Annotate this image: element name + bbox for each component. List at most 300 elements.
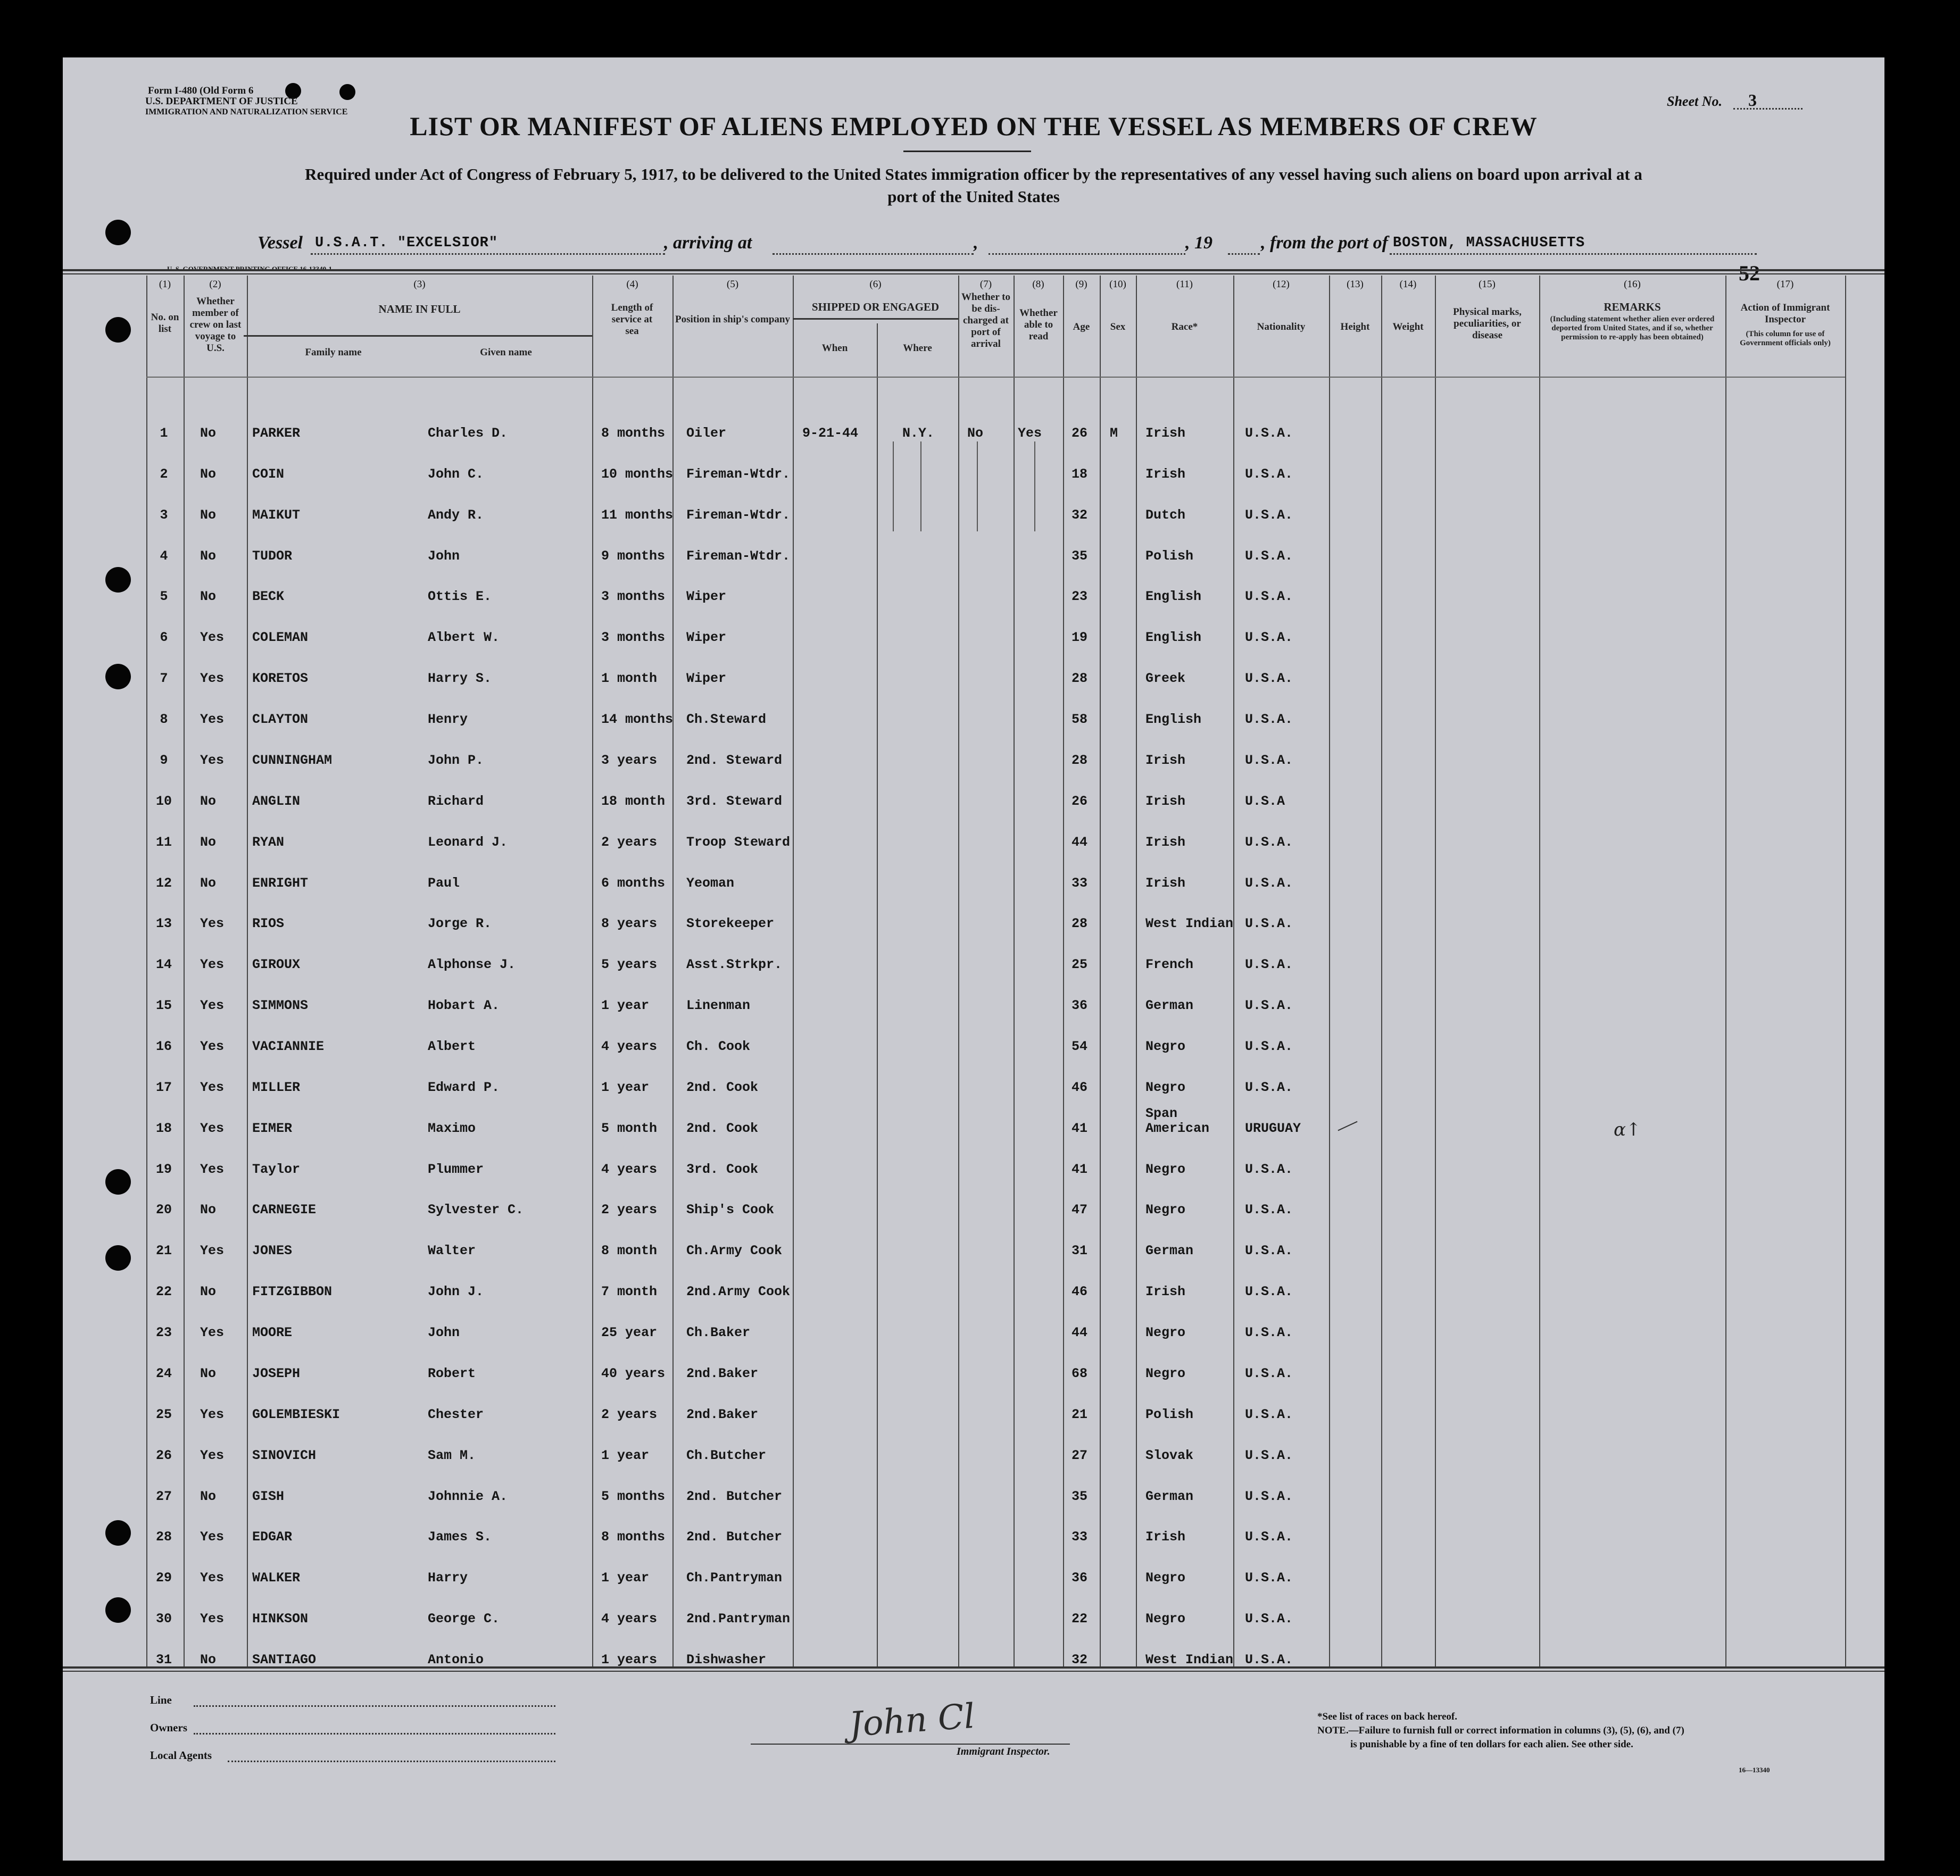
row-nationality: U.S.A. — [1245, 998, 1293, 1013]
row-last-voyage: Yes — [200, 1121, 225, 1136]
row-length-of-service: 4 years — [601, 1162, 658, 1177]
row-race: Negro — [1145, 1366, 1186, 1381]
row-position: 3rd. Cook — [686, 1162, 759, 1177]
row-last-voyage: Yes — [200, 1529, 225, 1545]
row-last-voyage: No — [200, 548, 217, 564]
row-race: Negro — [1145, 1162, 1186, 1177]
service-name: IMMIGRATION AND NATURALIZATION SERVICE — [145, 107, 348, 116]
row-age: 46 — [1072, 1080, 1088, 1095]
row-shipped-when: 9-21-44 — [802, 426, 859, 441]
row-position: Fireman-Wtdr. — [686, 548, 791, 564]
header-where: Where — [903, 343, 932, 354]
row-number: 25 — [155, 1407, 172, 1422]
row-last-voyage: Yes — [200, 1162, 225, 1177]
col-number: (15) — [1479, 279, 1496, 290]
row-race: Negro — [1145, 1202, 1186, 1218]
row-last-voyage: Yes — [200, 630, 225, 645]
row-number: 24 — [155, 1366, 172, 1381]
row-nationality: U.S.A. — [1245, 835, 1293, 850]
col-number: (17) — [1776, 279, 1794, 290]
row-family-name: SIMMONS — [252, 998, 309, 1013]
row-length-of-service: 1 year — [601, 1448, 650, 1463]
manifest-sheet — [63, 57, 1884, 1861]
row-race: American — [1145, 1121, 1210, 1136]
row-last-voyage: Yes — [200, 753, 225, 768]
row-age: 33 — [1072, 876, 1088, 891]
row-race: Irish — [1145, 426, 1186, 441]
row-position: 2nd.Baker — [686, 1407, 759, 1422]
subtitle-line1: Required under Act of Congress of February 5, 1917, to be delivered to the United States immigration officer by the representatives of any vessel having such aliens on board upon arrival at a — [305, 165, 1642, 184]
punch-hole — [105, 1597, 131, 1623]
row-number: 21 — [155, 1243, 172, 1258]
row-nationality: U.S.A. — [1245, 1366, 1293, 1381]
row-number: 7 — [160, 671, 168, 686]
row-position: 2nd.Baker — [686, 1366, 759, 1381]
row-race: English — [1145, 589, 1202, 604]
row-nationality: URUGUAY — [1245, 1121, 1301, 1136]
ditto-mark — [920, 441, 921, 531]
row-nationality: U.S.A. — [1245, 753, 1293, 768]
col-number: (6) — [869, 279, 882, 290]
row-number: 9 — [160, 753, 168, 768]
row-family-name: RYAN — [252, 835, 285, 850]
row-last-voyage: No — [200, 794, 217, 809]
row-nationality: U.S.A. — [1245, 426, 1293, 441]
row-given-name: Chester — [428, 1407, 484, 1422]
row-number: 10 — [155, 794, 172, 809]
penalty-note: NOTE.—Failure to furnish full or correct information in columns (3), (5), (6), and (7) — [1317, 1725, 1684, 1736]
row-last-voyage: Yes — [200, 957, 225, 972]
header-inspector-action: Action of Immigrant Inspector — [1740, 302, 1830, 325]
row-number: 29 — [155, 1570, 172, 1586]
row-number: 31 — [155, 1652, 172, 1667]
row-position: Yeoman — [686, 876, 735, 891]
row-position: 2nd.Pantryman — [686, 1611, 791, 1627]
row-position: 2nd. Cook — [686, 1121, 759, 1136]
row-given-name: Albert W. — [428, 630, 500, 645]
row-number: 26 — [155, 1448, 172, 1463]
row-race: Negro — [1145, 1325, 1186, 1340]
row-length-of-service: 7 month — [601, 1284, 658, 1299]
col-number: (8) — [1032, 279, 1044, 290]
row-number: 8 — [160, 712, 168, 727]
row-family-name: RIOS — [252, 916, 285, 931]
ditto-mark — [1034, 441, 1035, 531]
row-given-name: Charles D. — [428, 426, 508, 441]
port-of-departure: BOSTON, MASSACHUSETTS — [1393, 235, 1585, 251]
row-length-of-service: 40 years — [601, 1366, 666, 1381]
row-length-of-service: 5 months — [601, 1489, 666, 1504]
row-family-name: WALKER — [252, 1570, 301, 1586]
row-able-to-read: Yes — [1018, 426, 1042, 441]
col-number: (12) — [1273, 279, 1290, 290]
row-given-name: Edward P. — [428, 1080, 500, 1095]
row-race: Negro — [1145, 1080, 1186, 1095]
row-given-name: Sylvester C. — [428, 1202, 524, 1218]
header-weight: Weight — [1392, 321, 1424, 332]
form-code: 16—13340 — [1739, 1766, 1770, 1774]
row-family-name: EIMER — [252, 1121, 293, 1136]
row-family-name: TUDOR — [252, 548, 293, 564]
row-position: Oiler — [686, 426, 727, 441]
row-age: 41 — [1072, 1162, 1088, 1177]
pen-mark — [1338, 1121, 1357, 1131]
row-given-name: John J. — [428, 1284, 484, 1299]
row-position: 2nd. Steward — [686, 753, 783, 768]
row-last-voyage: No — [200, 1489, 217, 1504]
header-remarks-note: (Including statement whether alien ever ordered deported from United States, and if so, whether permission to re-apply has been obtained) — [1550, 315, 1715, 341]
row-race: Slovak — [1145, 1448, 1194, 1463]
row-age: 22 — [1072, 1611, 1088, 1627]
row-family-name: KORETOS — [252, 671, 309, 686]
row-number: 1 — [160, 426, 168, 441]
row-given-name: Ottis E. — [428, 589, 492, 604]
row-age: 28 — [1072, 753, 1088, 768]
arriving-label: , arriving at — [664, 233, 752, 253]
row-last-voyage: No — [200, 466, 217, 482]
page-title: LIST OR MANIFEST OF ALIENS EMPLOYED ON THE VESSEL AS MEMBERS OF CREW — [410, 111, 1538, 141]
form-number: Form I-480 (Old Form 6 — [148, 85, 254, 96]
row-nationality: U.S.A — [1245, 794, 1285, 809]
row-family-name: ENRIGHT — [252, 876, 309, 891]
row-age: 18 — [1072, 466, 1088, 482]
row-age: 26 — [1072, 794, 1088, 809]
row-given-name: Walter — [428, 1243, 476, 1258]
row-position: 2nd. Butcher — [686, 1489, 783, 1504]
row-nationality: U.S.A. — [1245, 1039, 1293, 1054]
row-age: 28 — [1072, 916, 1088, 931]
row-number: 19 — [155, 1162, 172, 1177]
row-length-of-service: 8 month — [601, 1243, 658, 1258]
col-number: (3) — [413, 279, 426, 290]
row-race: Negro — [1145, 1039, 1186, 1054]
row-number: 27 — [155, 1489, 172, 1504]
header-family-name: Family name — [305, 347, 362, 358]
row-length-of-service: 25 year — [601, 1325, 658, 1340]
row-last-voyage: Yes — [200, 1407, 225, 1422]
row-position: Ch. Cook — [686, 1039, 751, 1054]
from-port-label: , from the port of — [1261, 233, 1388, 253]
row-length-of-service: 1 month — [601, 671, 658, 686]
col-number: (1) — [159, 279, 171, 290]
row-length-of-service: 3 months — [601, 589, 666, 604]
row-position: Ch.Pantryman — [686, 1570, 783, 1586]
row-family-name: GISH — [252, 1489, 285, 1504]
row-nationality: U.S.A. — [1245, 876, 1293, 891]
row-family-name: MOORE — [252, 1325, 293, 1340]
header-discharged: Whether to be dis-charged at port of arrival — [961, 291, 1010, 349]
row-nationality: U.S.A. — [1245, 916, 1293, 931]
row-family-name: BECK — [252, 589, 285, 604]
row-given-name: Andy R. — [428, 507, 484, 523]
row-length-of-service: 5 month — [601, 1121, 658, 1136]
row-given-name: Richard — [428, 794, 484, 809]
row-last-voyage: Yes — [200, 1570, 225, 1586]
col-number: (9) — [1075, 279, 1087, 290]
row-length-of-service: 3 months — [601, 630, 666, 645]
row-race: Irish — [1145, 753, 1186, 768]
row-family-name: HINKSON — [252, 1611, 309, 1627]
row-position: Ch.Butcher — [686, 1448, 767, 1463]
row-number: 14 — [155, 957, 172, 972]
row-age: 21 — [1072, 1407, 1088, 1422]
header-height: Height — [1340, 321, 1370, 332]
row-number: 6 — [160, 630, 168, 645]
row-length-of-service: 2 years — [601, 1407, 658, 1422]
row-number: 11 — [155, 835, 172, 850]
header-length-of-service: Length of service at sea — [611, 302, 653, 337]
row-age: 27 — [1072, 1448, 1088, 1463]
row-last-voyage: Yes — [200, 1448, 225, 1463]
row-family-name: CUNNINGHAM — [252, 753, 333, 768]
header-position: Position in ship's company — [675, 314, 790, 325]
row-race: Irish — [1145, 835, 1186, 850]
vessel-label: Vessel — [258, 233, 303, 253]
row-last-voyage: No — [200, 835, 217, 850]
row-given-name: Paul — [428, 876, 460, 891]
col-number: (14) — [1399, 279, 1417, 290]
row-last-voyage: Yes — [200, 1039, 225, 1054]
row-nationality: U.S.A. — [1245, 1652, 1293, 1667]
row-nationality: U.S.A. — [1245, 1162, 1293, 1177]
row-length-of-service: 8 months — [601, 1529, 666, 1545]
row-length-of-service: 3 years — [601, 753, 658, 768]
row-position: Ch.Army Cook — [686, 1243, 783, 1258]
row-race: Irish — [1145, 794, 1186, 809]
row-position: Ch.Baker — [686, 1325, 751, 1340]
row-age: 32 — [1072, 507, 1088, 523]
row-age: 28 — [1072, 671, 1088, 686]
col-number: (16) — [1624, 279, 1641, 290]
header-nationality: Nationality — [1257, 321, 1306, 332]
row-race: Irish — [1145, 1529, 1186, 1545]
row-length-of-service: 1 year — [601, 1080, 650, 1095]
row-last-voyage: No — [200, 1652, 217, 1667]
header-when: When — [821, 343, 848, 354]
row-number: 16 — [155, 1039, 172, 1054]
row-position: Troop Steward — [686, 835, 791, 850]
row-last-voyage: No — [200, 426, 217, 441]
inspector-label: Immigrant Inspector. — [957, 1746, 1050, 1757]
header-given-name: Given name — [480, 347, 532, 358]
punch-hole — [105, 567, 131, 593]
row-race: Negro — [1145, 1611, 1186, 1627]
row-family-name: CLAYTON — [252, 712, 309, 727]
row-age: 54 — [1072, 1039, 1088, 1054]
department: U.S. DEPARTMENT OF JUSTICE — [145, 96, 298, 107]
header-action-note: (This column for use of Government officials only) — [1740, 330, 1831, 347]
row-length-of-service: 10 months — [601, 466, 674, 482]
races-note: *See list of races on back hereof. — [1317, 1711, 1457, 1722]
row-family-name: CARNEGIE — [252, 1202, 317, 1218]
row-race: French — [1145, 957, 1194, 972]
penalty-note-cont: is punishable by a fine of ten dollars for each alien. See other side. — [1350, 1739, 1633, 1750]
row-age: 44 — [1072, 1325, 1088, 1340]
row-given-name: John — [428, 548, 460, 564]
row-given-name: Sam M. — [428, 1448, 476, 1463]
row-race: West Indian — [1145, 1652, 1234, 1667]
row-family-name: EDGAR — [252, 1529, 293, 1545]
row-length-of-service: 4 years — [601, 1611, 658, 1627]
row-age: 68 — [1072, 1366, 1088, 1381]
row-last-voyage: No — [200, 1366, 217, 1381]
row-family-name: GOLEMBIESKI — [252, 1407, 340, 1422]
row-position: Ship's Cook — [686, 1202, 775, 1218]
owners-label: Owners — [150, 1721, 187, 1734]
row-nationality: U.S.A. — [1245, 630, 1293, 645]
row-given-name: Leonard J. — [428, 835, 508, 850]
row-family-name: FITZGIBBON — [252, 1284, 333, 1299]
row-nationality: U.S.A. — [1245, 1570, 1293, 1586]
row-number: 17 — [155, 1080, 172, 1095]
punch-hole — [339, 84, 355, 100]
header-shipped-or-engaged: SHIPPED OR ENGAGED — [811, 301, 940, 313]
row-last-voyage: No — [200, 589, 217, 604]
sheet-label: Sheet No. — [1667, 94, 1722, 109]
line-label: Line — [150, 1694, 172, 1706]
subtitle-line2: port of the United States — [887, 187, 1060, 206]
row-length-of-service: 9 months — [601, 548, 666, 564]
date-comma: , — [974, 233, 978, 253]
row-race: English — [1145, 630, 1202, 645]
row-race: English — [1145, 712, 1202, 727]
row-length-of-service: 5 years — [601, 957, 658, 972]
row-age: 26 — [1072, 426, 1088, 441]
row-length-of-service: 6 months — [601, 876, 666, 891]
row-race: German — [1145, 1243, 1194, 1258]
row-last-voyage: Yes — [200, 671, 225, 686]
row-number: 15 — [155, 998, 172, 1013]
row-position: Ch.Steward — [686, 712, 767, 727]
row-given-name: John C. — [428, 466, 484, 482]
row-age: 44 — [1072, 835, 1088, 850]
row-family-name: MAIKUT — [252, 507, 301, 523]
row-last-voyage: Yes — [200, 1080, 225, 1095]
row-position: Dishwasher — [686, 1652, 767, 1667]
row-length-of-service: 11 months — [601, 507, 674, 523]
row-family-name: COLEMAN — [252, 630, 309, 645]
row-age: 47 — [1072, 1202, 1088, 1218]
row-nationality: U.S.A. — [1245, 466, 1293, 482]
row-given-name: Maximo — [428, 1121, 476, 1136]
vessel-name: U.S.A.T. "EXCELSIOR" — [315, 235, 499, 251]
row-family-name: Taylor — [252, 1162, 301, 1177]
row-last-voyage: No — [200, 1284, 217, 1299]
row-length-of-service: 8 years — [601, 916, 658, 931]
row-last-voyage: Yes — [200, 916, 225, 931]
row-age: 36 — [1072, 1570, 1088, 1586]
sheet-number: 3 — [1748, 90, 1757, 110]
row-shipped-where: N.Y. — [902, 426, 935, 441]
row-last-voyage: Yes — [200, 1611, 225, 1627]
header-race: Race* — [1171, 321, 1198, 332]
row-position: Fireman-Wtdr. — [686, 507, 791, 523]
row-age: 46 — [1072, 1284, 1088, 1299]
row-age: 32 — [1072, 1652, 1088, 1667]
row-race: Dutch — [1145, 507, 1186, 523]
row-last-voyage: No — [200, 876, 217, 891]
row-given-name: Antonio — [428, 1652, 484, 1667]
row-number: 4 — [160, 548, 168, 564]
row-family-name: JOSEPH — [252, 1366, 301, 1381]
row-position: Fireman-Wtdr. — [686, 466, 791, 482]
row-nationality: U.S.A. — [1245, 712, 1293, 727]
punch-hole — [105, 1520, 131, 1546]
col-number: (4) — [626, 279, 638, 290]
row-nationality: U.S.A. — [1245, 1611, 1293, 1627]
row-given-name: Johnnie A. — [428, 1489, 508, 1504]
row-sex: M — [1110, 426, 1118, 441]
row-number: 5 — [160, 589, 168, 604]
row-length-of-service: 1 year — [601, 1570, 650, 1586]
row-nationality: U.S.A. — [1245, 1080, 1293, 1095]
punch-hole — [105, 1169, 131, 1195]
row-given-name: Albert — [428, 1039, 476, 1054]
row-nationality: U.S.A. — [1245, 1489, 1293, 1504]
row-race: German — [1145, 998, 1194, 1013]
row-age: 36 — [1072, 998, 1088, 1013]
row-family-name: COIN — [252, 466, 285, 482]
row-nationality: U.S.A. — [1245, 957, 1293, 972]
row-family-name: ANGLIN — [252, 794, 301, 809]
header-name-in-full: NAME IN FULL — [378, 303, 461, 315]
header-age: Age — [1073, 321, 1090, 332]
row-last-voyage: No — [200, 507, 217, 523]
row-length-of-service: 18 month — [601, 794, 666, 809]
row-race: Negro — [1145, 1570, 1186, 1586]
row-nationality: U.S.A. — [1245, 1284, 1293, 1299]
row-number: 28 — [155, 1529, 172, 1545]
row-race: Irish — [1145, 1284, 1186, 1299]
punch-hole — [105, 664, 131, 689]
col-number: (2) — [209, 279, 221, 290]
row-age: 23 — [1072, 589, 1088, 604]
row-age: 19 — [1072, 630, 1088, 645]
row-length-of-service: 2 years — [601, 835, 658, 850]
header-last-voyage: Whether member of crew on last voyage to U.S. — [189, 296, 242, 354]
row-nationality: U.S.A. — [1245, 1529, 1293, 1545]
row-number: 18 — [155, 1121, 172, 1136]
row-number: 12 — [155, 876, 172, 891]
row-age: 41 — [1072, 1121, 1088, 1136]
row-position: Linenman — [686, 998, 751, 1013]
row-nationality: U.S.A. — [1245, 671, 1293, 686]
row-family-name: SANTIAGO — [252, 1652, 317, 1667]
handwritten-mark: ɑ↑ — [1614, 1119, 1641, 1140]
row-last-voyage: Yes — [200, 1325, 225, 1340]
header-physical-marks: Physical marks, peculiarities, or disease — [1453, 306, 1522, 341]
header-able-to-read: Whether able to read — [1019, 307, 1058, 342]
row-length-of-service: 1 years — [601, 1652, 658, 1667]
header-remarks: REMARKS — [1604, 301, 1661, 313]
row-number: 3 — [160, 507, 168, 523]
row-given-name: Hobart A. — [428, 998, 500, 1013]
row-position: Asst.Strkpr. — [686, 957, 783, 972]
row-family-name: GIROUX — [252, 957, 301, 972]
row-age: 35 — [1072, 1489, 1088, 1504]
col-number: (13) — [1347, 279, 1364, 290]
row-given-name: Plummer — [428, 1162, 484, 1177]
header-no-on-list: No. on list — [151, 312, 179, 335]
row-number: 20 — [155, 1202, 172, 1218]
row-given-name: George C. — [428, 1611, 500, 1627]
row-race: West Indian — [1145, 916, 1234, 931]
row-position: 2nd.Army Cook — [686, 1284, 791, 1299]
row-given-name: Harry — [428, 1570, 468, 1586]
row-position: 2nd. Butcher — [686, 1529, 783, 1545]
row-given-name: Alphonse J. — [428, 957, 516, 972]
ditto-mark — [893, 441, 894, 531]
